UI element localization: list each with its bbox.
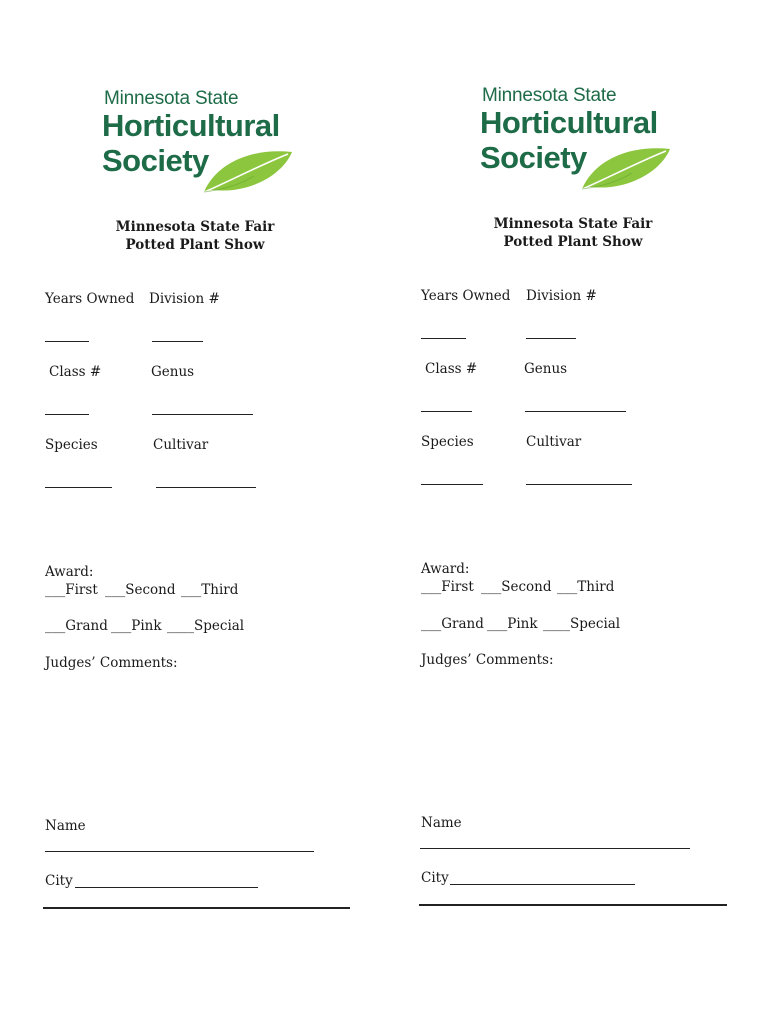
award-grand[interactable]: ___Grand <box>45 618 108 634</box>
name-blank[interactable] <box>420 848 690 849</box>
city-blank[interactable] <box>450 884 635 885</box>
award-special[interactable]: ____Special <box>167 618 245 634</box>
genus-label: Genus <box>524 361 568 377</box>
division-blank[interactable] <box>152 341 203 342</box>
award-special[interactable]: ____Special <box>543 616 621 632</box>
card-divider <box>43 907 350 909</box>
award-pink[interactable]: ___Pink <box>487 616 538 632</box>
city-label: City <box>45 873 73 889</box>
cultivar-label: Cultivar <box>153 437 209 453</box>
award-label: Award: <box>45 564 94 580</box>
class-label: Class # <box>49 364 102 380</box>
cultivar-blank[interactable] <box>156 487 256 488</box>
award-third[interactable]: ___Third <box>557 579 615 595</box>
award-first[interactable]: ___First <box>45 582 98 598</box>
mshs-logo <box>480 85 680 195</box>
show-title-line-1: Minnesota State Fair <box>493 216 653 232</box>
leaf-icon <box>198 146 294 196</box>
division-label: Division # <box>526 288 597 304</box>
award-second[interactable]: ___Second <box>105 582 176 598</box>
species-label: Species <box>421 434 474 450</box>
logo-line-3: Society <box>102 143 209 178</box>
city-blank[interactable] <box>75 887 258 888</box>
class-label: Class # <box>425 361 478 377</box>
show-title-line-1: Minnesota State Fair <box>115 219 275 235</box>
award-second[interactable]: ___Second <box>481 579 552 595</box>
logo-line-1: Minnesota State <box>104 88 239 109</box>
logo-line-2: Horticultural <box>480 105 658 140</box>
leaf-icon <box>576 143 672 193</box>
years-owned-label: Years Owned <box>45 291 135 307</box>
class-blank[interactable] <box>421 411 472 412</box>
division-blank[interactable] <box>526 338 576 339</box>
class-blank[interactable] <box>45 414 89 415</box>
name-blank[interactable] <box>45 851 314 852</box>
years-owned-blank[interactable] <box>45 341 89 342</box>
mshs-logo <box>102 88 302 198</box>
name-label: Name <box>45 818 86 834</box>
years-owned-label: Years Owned <box>421 288 511 304</box>
award-pink[interactable]: ___Pink <box>111 618 162 634</box>
card-divider <box>419 904 727 906</box>
species-label: Species <box>45 437 98 453</box>
years-owned-blank[interactable] <box>421 338 466 339</box>
judges-comments-label: Judges’ Comments: <box>45 655 178 671</box>
city-label: City <box>421 870 449 886</box>
award-first[interactable]: ___First <box>421 579 474 595</box>
show-title-line-2: Potted Plant Show <box>125 237 265 253</box>
show-title-line-2: Potted Plant Show <box>503 234 643 250</box>
species-blank[interactable] <box>421 484 483 485</box>
genus-label: Genus <box>151 364 195 380</box>
judges-comments-label: Judges’ Comments: <box>421 652 554 668</box>
award-grand[interactable]: ___Grand <box>421 616 484 632</box>
logo-line-3: Society <box>480 140 587 175</box>
logo-line-2: Horticultural <box>102 108 280 143</box>
award-label: Award: <box>421 561 470 577</box>
genus-blank[interactable] <box>525 411 626 412</box>
logo-line-1: Minnesota State <box>482 85 617 106</box>
division-label: Division # <box>149 291 220 307</box>
cultivar-blank[interactable] <box>526 484 632 485</box>
name-label: Name <box>421 815 462 831</box>
species-blank[interactable] <box>45 487 112 488</box>
award-third[interactable]: ___Third <box>181 582 239 598</box>
entry-card-right <box>376 0 761 1021</box>
cultivar-label: Cultivar <box>526 434 582 450</box>
genus-blank[interactable] <box>152 414 253 415</box>
